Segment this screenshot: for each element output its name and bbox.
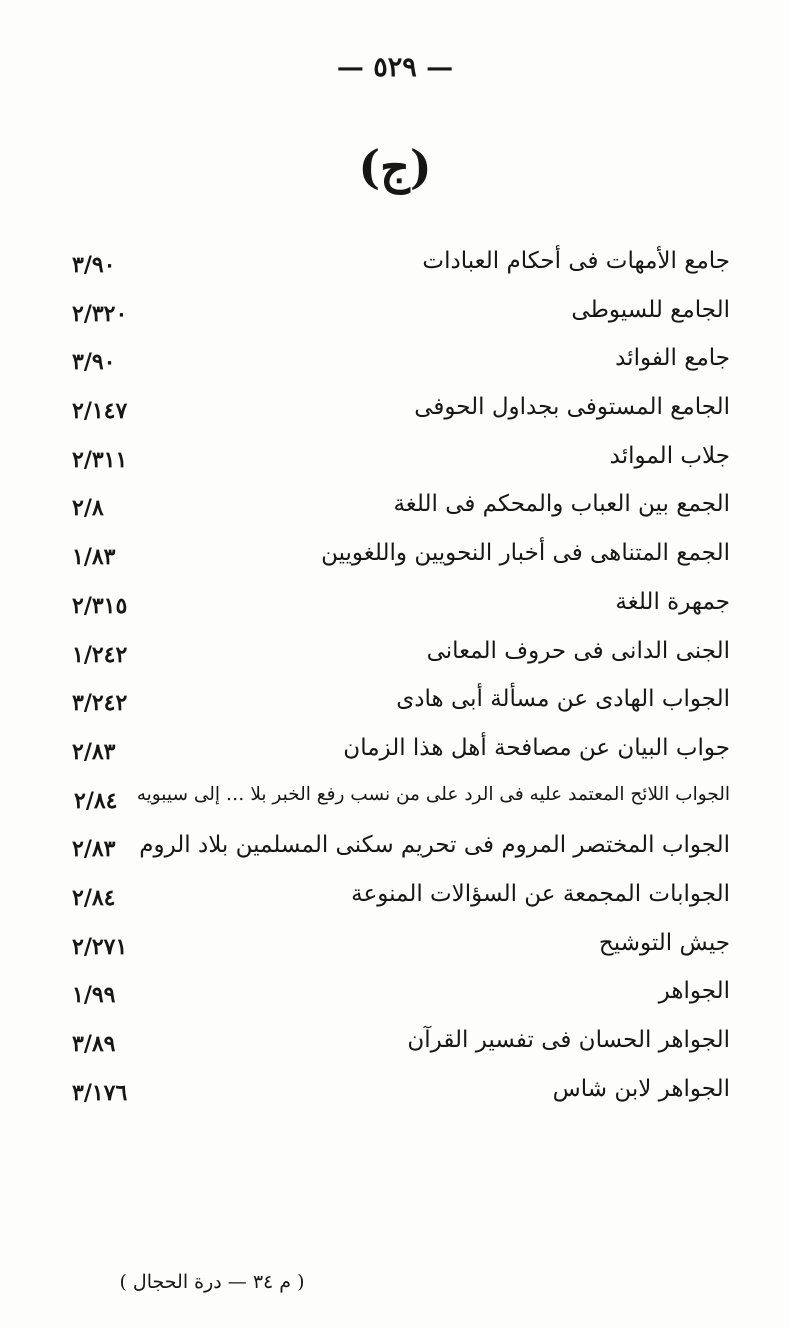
- index-entry: [60, 877, 730, 926]
- entry-title: الجواهر: [658, 978, 730, 1005]
- index-entry: [60, 731, 730, 780]
- index-entry: [60, 439, 730, 488]
- section-heading: (ج): [358, 140, 432, 194]
- entry-reference: ٢/٢٧١: [72, 933, 128, 960]
- entry-reference: ٢/٨٤: [74, 787, 118, 814]
- page-number: — ٥٢٩ —: [336, 52, 454, 83]
- index-entry: [60, 682, 730, 731]
- entry-reference: ١/٨٣: [72, 544, 116, 571]
- index-entry: [60, 585, 730, 634]
- entry-title: الجواب المختصر المروم فى تحريم سكنى المسلمين بلاد الروم: [139, 832, 730, 859]
- index-entry: [60, 780, 730, 829]
- entry-title: جامع الأمهات فى أحكام العبادات: [422, 248, 730, 274]
- index-entry: [60, 390, 730, 439]
- entry-title: جلاب الموائد: [609, 442, 730, 469]
- entry-title: الجامع للسيوطى: [571, 296, 730, 323]
- index-entry: [60, 1072, 730, 1121]
- entry-reference: ٢/٣١٥: [72, 592, 128, 619]
- entry-reference: ٢/٣٢٠: [72, 300, 128, 327]
- entry-title: الجمع المتناهى فى أخبار النحويين واللغويين: [321, 540, 730, 567]
- index-entry: [60, 536, 730, 585]
- entry-title: الجواب الهادى عن مسألة أبى هادى: [396, 686, 730, 713]
- entry-reference: ٣/٢٤٢: [72, 690, 128, 717]
- index-list: [60, 244, 730, 1120]
- entry-reference: ١/٩٩: [72, 982, 116, 1009]
- index-entry: [60, 828, 730, 877]
- index-entry: [60, 1023, 730, 1072]
- entry-title: جيش التوشيح: [598, 929, 730, 956]
- entry-reference: ٢/١٤٧: [72, 398, 128, 425]
- entry-title: الجواب اللائح المعتمد عليه فى الرد على من نسب رفع الخبر بلا … إلى سيبويه: [136, 783, 730, 805]
- entry-title: الجواهر لابن شاس: [552, 1075, 730, 1102]
- entry-reference: ٣/٩٠: [72, 349, 116, 376]
- entry-reference: ١/٢٤٢: [72, 641, 128, 668]
- entry-title: جمهرة اللغة: [615, 588, 730, 615]
- entry-title: الجمع بين العباب والمحكم فى اللغة: [393, 491, 730, 518]
- index-entry: [60, 974, 730, 1023]
- entry-reference: ٢/٨: [72, 495, 104, 522]
- entry-title: جواب البيان عن مصافحة أهل هذا الزمان: [343, 734, 730, 761]
- index-entry: [60, 244, 730, 293]
- entry-title: الجواهر الحسان فى تفسير القرآن: [407, 1027, 730, 1053]
- index-entry: [60, 926, 730, 975]
- entry-reference: ٣/٩٠: [72, 252, 116, 278]
- entry-reference: ٣/١٧٦: [72, 1079, 128, 1106]
- index-entry: [60, 487, 730, 536]
- entry-reference: ٢/٨٣: [72, 836, 116, 863]
- page-footer: ( م ٣٤ — درة الحجال ): [119, 1271, 305, 1293]
- index-entry: [60, 293, 730, 342]
- entry-reference: ٢/٣١١: [72, 446, 128, 473]
- entry-reference: ٢/٨٤: [72, 884, 116, 911]
- entry-reference: ٢/٨٣: [72, 738, 116, 765]
- entry-title: الجامع المستوفى بجداول الحوفى: [414, 394, 730, 421]
- entry-title: الجوابات المجمعة عن السؤالات المنوعة: [351, 880, 730, 907]
- entry-title: الجنى الدانى فى حروف المعانى: [426, 637, 730, 664]
- entry-reference: ٣/٨٩: [72, 1031, 116, 1057]
- entry-title: جامع الفوائد: [615, 345, 730, 372]
- index-entry: [60, 634, 730, 683]
- index-entry: [60, 341, 730, 390]
